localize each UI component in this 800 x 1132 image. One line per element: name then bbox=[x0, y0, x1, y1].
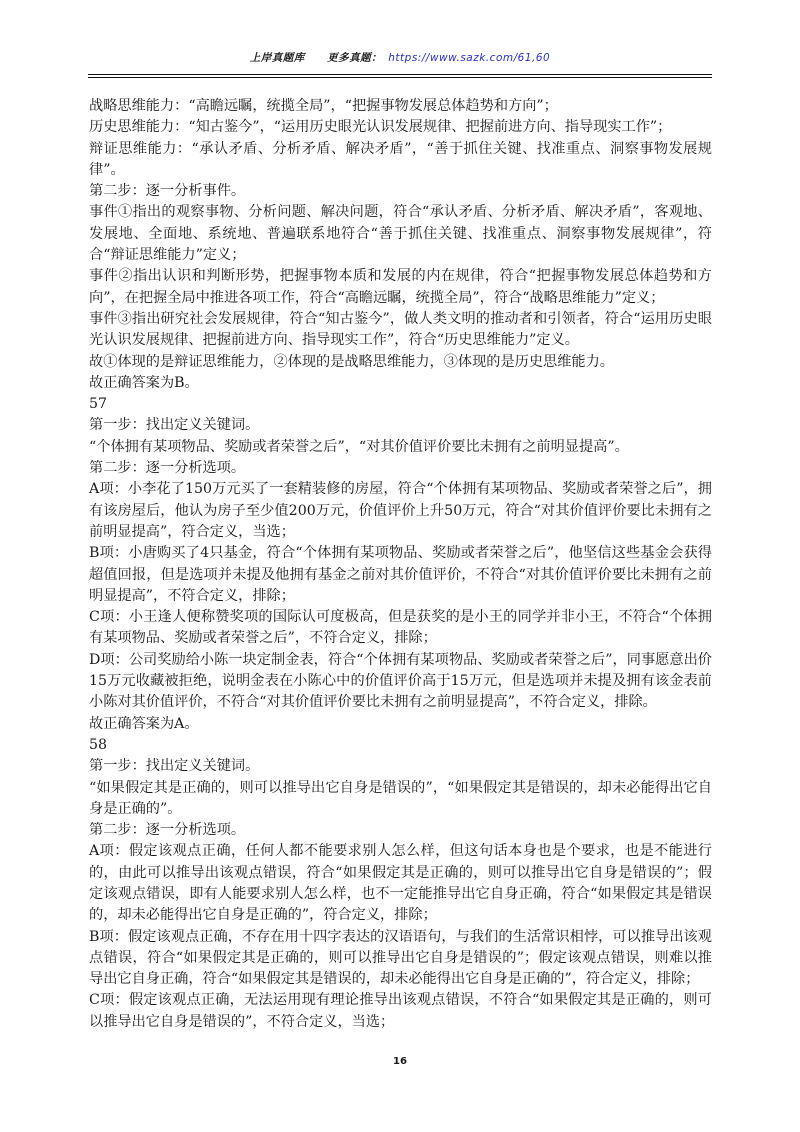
text-line: 战略思维能力：“高瞻远瞩，统揽全局”，“把握事物发展总体趋势和方向”； bbox=[89, 98, 558, 114]
text-line: 历史思维能力：“知古鉴今”，“运用历史眼光认识发展规律、把握前进方向、指导现实工作”； bbox=[89, 119, 672, 136]
text-line: 第二步：逐一分析选项。 bbox=[89, 822, 246, 839]
text-line: 事件③指出研究社会发展规律，符合“知古鉴今”，做人类文明的推动者和引领者，符合“运用历史眼光认识发展规律、把握前进方向、指导现实工作”，符合“历史思维能力”定义。 bbox=[89, 310, 712, 349]
header-rule-bottom bbox=[88, 77, 712, 78]
text-line: “个体拥有某项物品、奖励或者荣誉之后”，“对其价值评价要比未拥有之前明显提高”。 bbox=[89, 438, 629, 455]
header-url-link[interactable]: https://www.sazk.com/61,60 bbox=[388, 52, 551, 64]
header-more-label: 更多真题： bbox=[327, 52, 383, 64]
page-header bbox=[0, 50, 800, 65]
text-line: 故正确答案为A。 bbox=[89, 715, 199, 732]
text-line: “如果假定其是正确的，则可以推导出它自身是错误的”，“如果假定其是错误的，却未必能得出它自身是正确的”。 bbox=[89, 779, 712, 817]
header-brand: 上岸真题库 bbox=[249, 52, 305, 64]
text-line: 事件②指出认识和判断形势，把握事物本质和发展的内在规律，符合“把握事物发展总体趋势和方向”，在把握全局中推进各项工作，符合“高瞻远瞩，统揽全局”，符合“战略思维能力”定义； bbox=[89, 268, 712, 306]
text-line: 第一步：找出定义关键词。 bbox=[89, 417, 260, 434]
text-line: 第二步：逐一分析选项。 bbox=[89, 460, 246, 477]
text-line: 事件①指出的观察事物、分析问题、解决问题，符合“承认矛盾、分析矛盾、解决矛盾”，客观地、发展地、全面地、系统地、普遍联系地符合“善于抓住关键、找准重点、洞察事物发展规律”，符合“辩证思维能力”定义； bbox=[89, 204, 712, 264]
page-number: 16 bbox=[393, 1056, 407, 1067]
text-line: B项：小唐购买了4只基金，符合“个体拥有某项物品、奖励或者荣誉之后”，他坚信这些基金会获得超值回报，但是选项并未提及他拥有基金之前对其价值评价，不符合“对其价值评价要比未拥有之前明显提高”，不符合定义，排除； bbox=[89, 545, 712, 604]
question-number: 57 bbox=[89, 396, 108, 413]
text-line: C项：假定该观点正确，无法运用现有理论推导出该观点错误，不符合“如果假定其是正确的，则可以推导出它自身是错误的”，不符合定义，当选； bbox=[89, 992, 712, 1030]
text-line: 辩证思维能力：“承认矛盾、分析矛盾、解决矛盾”，“善于抓住关键、找准重点、洞察事物发展规律”。 bbox=[89, 140, 712, 178]
question-number: 58 bbox=[89, 736, 108, 753]
text-line: 故正确答案为B。 bbox=[89, 374, 199, 391]
text-line: 故①体现的是辩证思维能力，②体现的是战略思维能力，③体现的是历史思维能力。 bbox=[89, 353, 614, 370]
text-line: C项：小王逢人便称赞奖项的国际认可度极高，但是获奖的是小王的同学并非小王，不符合“个体拥有某项物品、奖励或者荣誉之后”，不符合定义，排除； bbox=[89, 609, 712, 647]
text-line: 第一步：找出定义关键词。 bbox=[89, 758, 260, 775]
header-rule-top bbox=[88, 74, 712, 75]
text-line: A项：小李花了150万元买了一套精装修的房屋，符合“个体拥有某项物品、奖励或者荣誉之后”，拥有该房屋后，他认为房子至少值200万元，价值评价上升50万元，符合“对其价值评价要比未拥有之前明显提高”，符合定义，当选； bbox=[89, 481, 712, 540]
text-line: D项：公司奖励给小陈一块定制金表，符合“个体拥有某项物品、奖励或者荣誉之后”，同事愿意出价15万元收藏被拒绝，说明金表在小陈心中的价值评价高于15万元，但是选项并未提及拥有该金表前小陈对其价值评价，不符合“对其价值评价要比未拥有之前明显提高”，不符合定义，排除。 bbox=[89, 651, 712, 711]
page-body bbox=[89, 96, 712, 1033]
text-line: 第二步：逐一分析事件。 bbox=[89, 183, 246, 200]
text-line: B项：假定该观点正确，不存在用十四字表达的汉语语句，与我们的生活常识相悖，可以推导出该观点错误，符合“如果假定其是正确的，则可以推导出它自身是错误的”；假定该观点错误，则难以推导出它自身正确，符合“如果假定其是错误的，却未必能得出它自身是正确的”，符合定义，排除； bbox=[89, 928, 712, 988]
text-line: A项：假定该观点正确，任何人都不能要求别人怎么样，但这句话本身也是个要求，也是不能进行的，由此可以推导出该观点错误，符合“如果假定其是正确的，则可以推导出它自身是错误的”；假定该观点错误，即有人能要求别人怎么样，也不一定能推导出它自身正确，符合“如果假定其是错误的，却未必能得出它自身是正确的”，符合定义，排除； bbox=[89, 843, 712, 924]
